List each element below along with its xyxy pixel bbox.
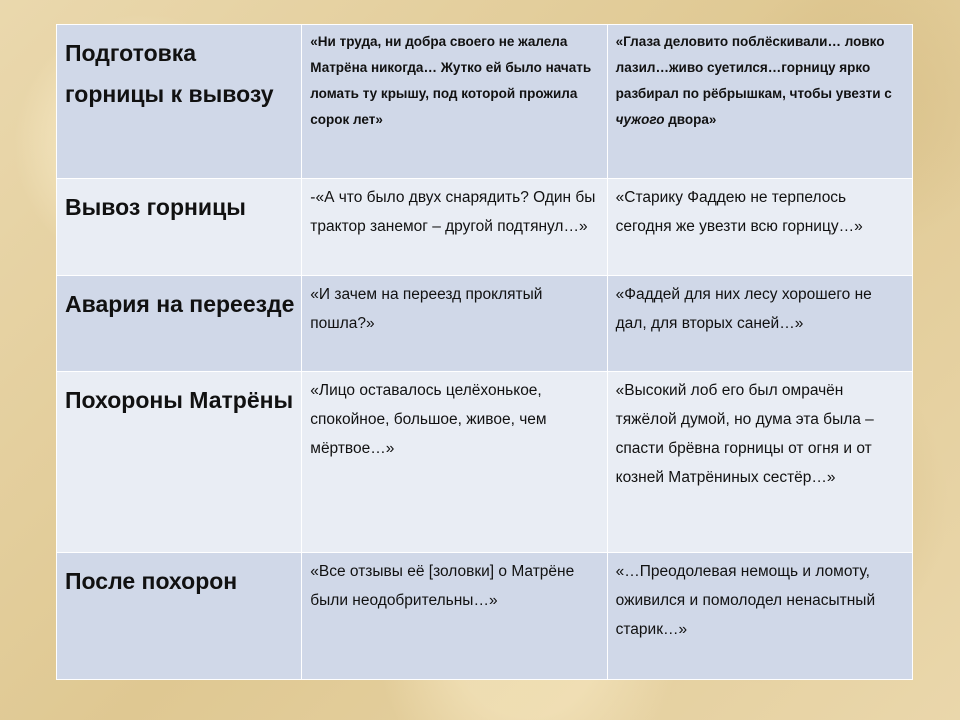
- table-row: [57, 553, 913, 680]
- faddey-quote: «Старику Фаддею не терпелось сегодня же увезти всю горницу…»: [615, 189, 863, 235]
- event-label: Похороны Матрёны: [65, 387, 294, 413]
- matryona-quote: «Лицо оставалось целёхонькое, спокойное, большое, живое, чем мёртвое…»: [310, 382, 547, 457]
- matryona-quote: «Все отзывы её [золовки] о Матрёне были неодобрительны…»: [310, 563, 575, 609]
- emphasis-text: чужого: [615, 112, 665, 127]
- table-row: [57, 276, 913, 372]
- faddey-quote: «Фаддей для них лесу хорошего не дал, для вторых саней…»: [615, 286, 872, 332]
- faddey-quote-cell: [607, 25, 912, 179]
- matryona-quote: «И зачем на переезд проклятый пошла?»: [310, 286, 543, 332]
- event-cell: [57, 276, 302, 372]
- event-label: Вывоз горницы: [65, 194, 246, 220]
- table-row: [57, 25, 913, 179]
- faddey-quote-cell: [607, 553, 912, 680]
- matryona-quote: «Ни труда, ни добра своего не жалела Матрёна никогда… Жутко ей было начать ломать ту крышу, под которой прожила сорок лет»: [310, 34, 592, 127]
- matryona-quote-cell: [302, 25, 607, 179]
- event-cell: [57, 553, 302, 680]
- faddey-quote: «Глаза деловито поблёскивали… ловко лазил…живо суетился…горницу ярко разбирал по рёбрышкам, чтобы увезти с чужого двора»: [615, 34, 892, 127]
- table-row: [57, 179, 913, 276]
- event-cell: [57, 372, 302, 553]
- event-cell: [57, 25, 302, 179]
- event-cell: [57, 179, 302, 276]
- faddey-quote: «…Преодолевая немощь и ломоту, оживился и помолодел ненасытный старик…»: [615, 563, 876, 638]
- matryona-quote: -«А что было двух снарядить? Один бы трактор занемог – другой подтянул…»: [310, 189, 596, 235]
- faddey-quote: «Высокий лоб его был омрачён тяжёлой думой, но дума эта была – спасти брёвна горницы от огня и от козней Матрёниных сестёр…»: [615, 382, 874, 486]
- event-label: После похорон: [65, 568, 238, 594]
- matryona-quote-cell: [302, 553, 607, 680]
- matryona-quote-cell: [302, 276, 607, 372]
- matryona-quote-cell: [302, 179, 607, 276]
- event-label: Авария на переезде: [65, 291, 295, 317]
- table-row: [57, 372, 913, 553]
- comparison-table: [56, 24, 913, 680]
- matryona-quote-cell: [302, 372, 607, 553]
- faddey-quote-cell: [607, 276, 912, 372]
- faddey-quote-cell: [607, 179, 912, 276]
- event-label: Подготовка горницы к вывозу: [65, 40, 274, 107]
- faddey-quote-cell: [607, 372, 912, 553]
